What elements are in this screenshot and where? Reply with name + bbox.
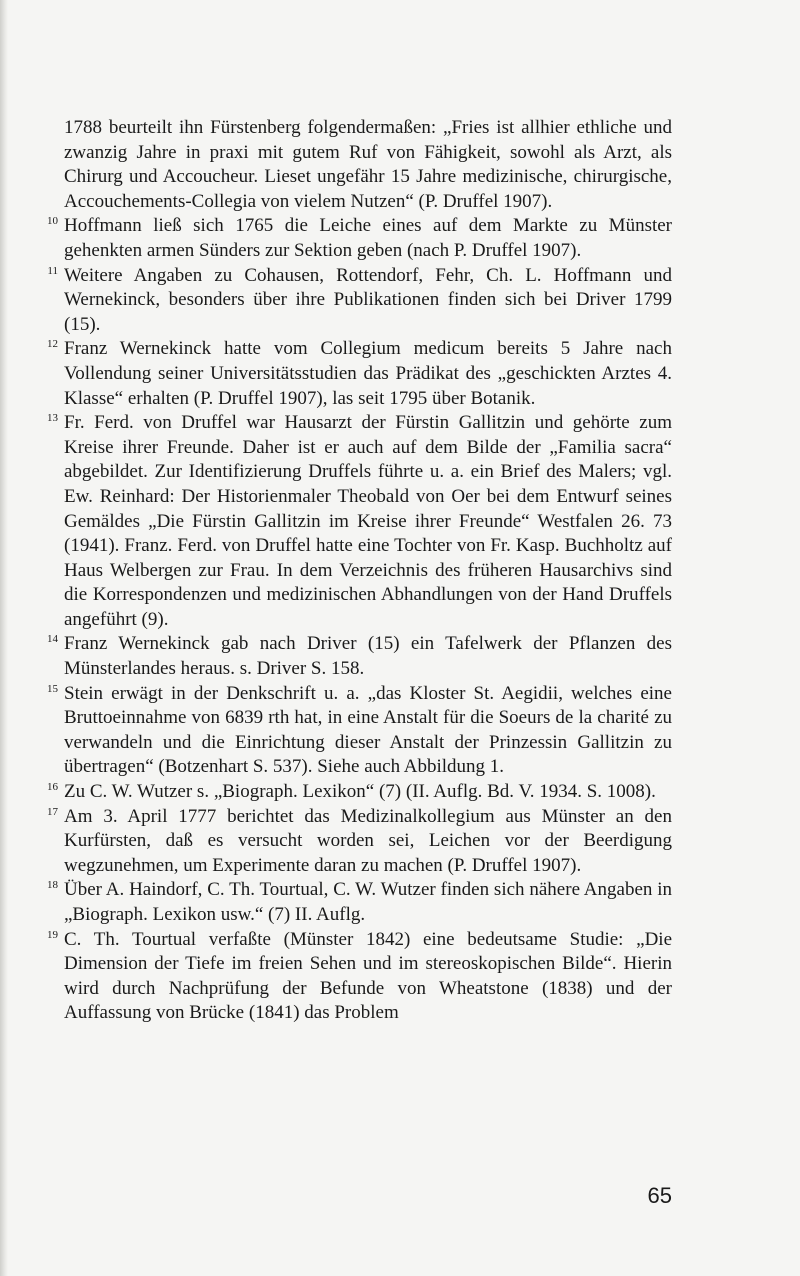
footnote-11 (47, 264, 672, 338)
footnote-16 (47, 780, 672, 805)
page-number: 65 (647, 1183, 672, 1208)
footnote-text: Zu C. W. Wutzer s. „Biograph. Lexikon“ (7) (II. Auflg. Bd. V. 1934. S. 1008). (64, 781, 656, 803)
footnote-text: Weitere Angaben zu Cohausen, Rottendorf, Fehr, Ch. L. Hoffmann und Wernekinck, besonders über ihre Publikationen finden sich bei Driver 1799 (15). (64, 264, 672, 335)
footnote-number: 13 (47, 412, 58, 425)
footnote-number: 19 (47, 928, 58, 941)
footnote-17 (47, 805, 672, 879)
footnote-text: Fr. Ferd. von Druffel war Hausarzt der Fürstin Gallitzin und gehörte zum Kreise ihrer Freunde. Daher ist er auch auf dem Bilde der „Familia sacra“ abgebildet. Zur Identifizierung Druffels führte u. a. ein Brief des Malers; vgl. Ew. Reinhard: Der Historienmaler Theobald von Oer bei dem Entwurf seines Gemäldes „Die Fürstin Gallitzin im Kreise ihrer Freunde“ Westfalen 26. 73 (1941). Franz. Ferd. von Druffel hatte eine Tochter von Fr. Kasp. Buchholtz auf Haus Welbergen zur Frau. In dem Verzeichnis des früheren Hausarchivs sind die Korrespondenzen und medizinischen Abhandlungen von der Hand Druffels angeführt (9). (64, 412, 672, 630)
footnote-text: Stein erwägt in der Denkschrift u. a. „das Kloster St. Aegidii, welches eine Bruttoeinnahme von 6839 rth hat, in eine Anstalt für die Soeurs de la charité zu verwandeln und die Einrichtung dieser Anstalt der Prinzessin Gallitzin zu übertragen“ (Botzenhart S. 537). Siehe auch Abbildung 1. (64, 682, 672, 778)
footnote-19 (47, 928, 672, 1026)
footnote-number: 18 (47, 879, 58, 892)
footnote-13 (47, 411, 672, 632)
footnote-18 (47, 878, 672, 927)
footnote-12 (47, 337, 672, 411)
footnote-text: Franz Wernekinck gab nach Driver (15) ein Tafelwerk der Pflanzen des Münsterlandes heraus. s. Driver S. 158. (64, 633, 672, 680)
footnote-number: 15 (47, 682, 58, 695)
footnote-text: C. Th. Tourtual verfaßte (Münster 1842) eine bedeutsame Studie: „Die Dimension der Tiefe im freien Sehen und im stereoskopischen Bilde“. Hierin wird durch Nachprüfung der Befunde von Wheatstone (1838) und der Auffassung von Brücke (1841) das Problem (64, 928, 672, 1024)
footnote-number: 10 (47, 215, 58, 228)
footnote-text: Hoffmann ließ sich 1765 die Leiche eines auf dem Markte zu Münster gehenkten armen Sünders zur Sektion geben (nach P. Druffel 1907). (64, 215, 672, 261)
footnote-number: 12 (47, 338, 58, 351)
footnote-15 (47, 682, 672, 780)
page-edge-shadow (0, 0, 8, 1276)
footnote-number: 16 (47, 781, 58, 794)
footnote-number: 17 (47, 805, 58, 818)
text-block (47, 116, 672, 1026)
footnote-14 (47, 632, 672, 681)
footnote-number: 11 (47, 264, 58, 277)
footnote-number: 14 (47, 633, 58, 646)
intro-paragraph: 1788 beurteilt ihn Fürstenberg folgendermaßen: „Fries ist allhier ethliche und zwanzig Jahre in praxi mit gutem Ruf von Fähigkeit, sowohl als Arzt, als Chirurg und Accoucheur. Lieset ungefähr 15 Jahre medizinische, chirurgische, Accouchements-Collegia von vielem Nutzen“ (P. Druffel 1907). (64, 117, 672, 212)
footnote-text: Über A. Haindorf, C. Th. Tourtual, C. W. Wutzer finden sich nähere Angaben in „Biograph. Lexikon usw.“ (7) II. Auflg. (64, 879, 672, 925)
footnote-text: Am 3. April 1777 berichtet das Medizinalkollegium aus Münster an den Kurfürsten, daß es versucht worden sei, Leichen vor der Beerdigung wegzunehmen, um Experimente daran zu machen (P. Druffel 1907). (64, 805, 672, 876)
footnote-text: Franz Wernekinck hatte vom Collegium medicum bereits 5 Jahre nach Vollendung seiner Universitätsstudien das Prädikat des „geschickten Arztes 4. Klasse“ erhalten (P. Druffel 1907), las seit 1795 über Botanik. (64, 338, 672, 409)
footnote-10 (47, 214, 672, 263)
